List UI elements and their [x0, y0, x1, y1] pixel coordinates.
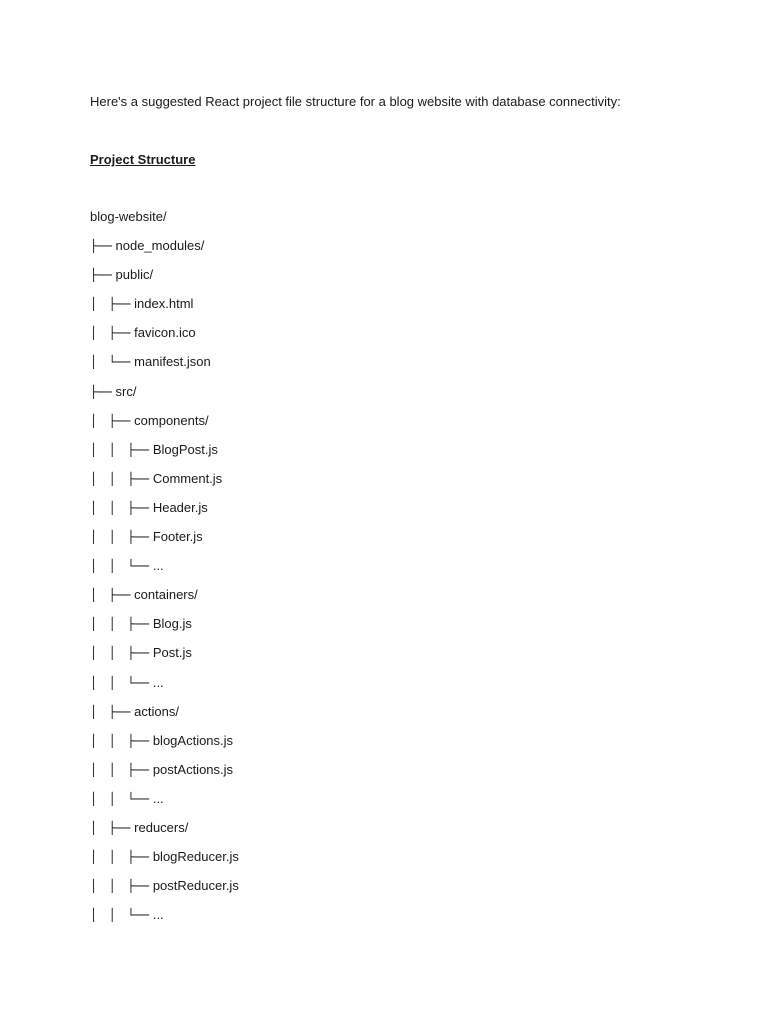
tree-item [90, 674, 239, 703]
tree-branch-glyph: │ │ ├── [90, 850, 153, 865]
tree-branch-glyph: │ └── [90, 355, 135, 370]
tree-item [90, 819, 239, 848]
tree-branch-glyph: │ ├── [90, 413, 135, 428]
intro-paragraph: Here's a suggested React project file structure for a blog website with database connectivity: [90, 94, 621, 109]
tree-branch-glyph: │ │ ├── [90, 617, 153, 632]
tree-item [90, 644, 239, 673]
tree-item-name: reducers/ [134, 819, 189, 835]
tree-item [90, 906, 239, 935]
tree-item [90, 615, 239, 644]
tree-item-name: public/ [115, 267, 154, 283]
tree-item [90, 324, 239, 353]
tree-item [90, 499, 239, 528]
tree-item [90, 383, 239, 412]
tree-item-name: Header.js [152, 499, 208, 515]
tree-item-name: Blog.js [152, 616, 192, 632]
tree-item-name: postActions.js [152, 761, 234, 777]
tree-item-name: actions/ [134, 703, 179, 719]
tree-branch-glyph: │ │ └── [90, 675, 153, 690]
tree-item-name: src/ [115, 383, 137, 399]
tree-branch-glyph: │ │ ├── [90, 442, 153, 457]
section-heading: Project Structure [90, 152, 196, 167]
tree-branch-glyph: │ ├── [90, 326, 135, 341]
tree-branch-glyph: ├── [90, 384, 116, 399]
tree-item-name: blog-website/ [90, 209, 167, 224]
tree-item [90, 877, 239, 906]
tree-branch-glyph: │ │ └── [90, 559, 153, 574]
tree-item [90, 208, 239, 237]
tree-item [90, 848, 239, 877]
tree-item [90, 441, 239, 470]
tree-item-name: postReducer.js [152, 878, 239, 894]
tree-item [90, 295, 239, 324]
tree-branch-glyph: │ │ └── [90, 791, 153, 806]
tree-item [90, 703, 239, 732]
tree-branch-glyph: │ ├── [90, 588, 135, 603]
tree-item-name: Footer.js [152, 529, 203, 545]
tree-item [90, 732, 239, 761]
tree-item [90, 412, 239, 441]
tree-branch-glyph: │ │ └── [90, 908, 153, 923]
tree-item-name: manifest.json [134, 354, 211, 370]
tree-item [90, 557, 239, 586]
tree-branch-glyph: │ │ ├── [90, 500, 153, 515]
tree-item [90, 790, 239, 819]
tree-branch-glyph: │ ├── [90, 297, 135, 312]
tree-item-name: favicon.ico [134, 325, 196, 341]
tree-item [90, 528, 239, 557]
tree-item-name: ... [152, 907, 164, 923]
tree-item-name: ... [152, 558, 164, 574]
tree-branch-glyph: │ │ ├── [90, 762, 153, 777]
tree-item-name: containers/ [134, 587, 198, 603]
tree-item [90, 761, 239, 790]
tree-item-name: ... [152, 674, 164, 690]
tree-branch-glyph: ├── [90, 239, 116, 254]
tree-branch-glyph: ├── [90, 268, 116, 283]
tree-branch-glyph: │ │ ├── [90, 530, 153, 545]
tree-branch-glyph: │ ├── [90, 820, 135, 835]
tree-branch-glyph: │ │ ├── [90, 646, 153, 661]
tree-branch-glyph: │ │ ├── [90, 879, 153, 894]
tree-item [90, 586, 239, 615]
tree-item [90, 353, 239, 382]
tree-item-name: Post.js [152, 645, 192, 661]
tree-item-name: Comment.js [152, 470, 223, 486]
tree-item [90, 237, 239, 266]
tree-item [90, 266, 239, 295]
tree-item-name: BlogPost.js [152, 441, 218, 457]
tree-item-name: blogReducer.js [152, 849, 239, 865]
tree-item-name: ... [152, 790, 164, 806]
tree-branch-glyph: │ │ ├── [90, 733, 153, 748]
tree-item-name: blogActions.js [152, 732, 234, 748]
tree-item-name: node_modules/ [115, 238, 205, 254]
tree-branch-glyph: │ ├── [90, 704, 135, 719]
file-tree [90, 208, 239, 935]
tree-item-name: index.html [134, 296, 194, 312]
tree-branch-glyph: │ │ ├── [90, 471, 153, 486]
tree-item [90, 470, 239, 499]
tree-item-name: components/ [134, 412, 209, 428]
